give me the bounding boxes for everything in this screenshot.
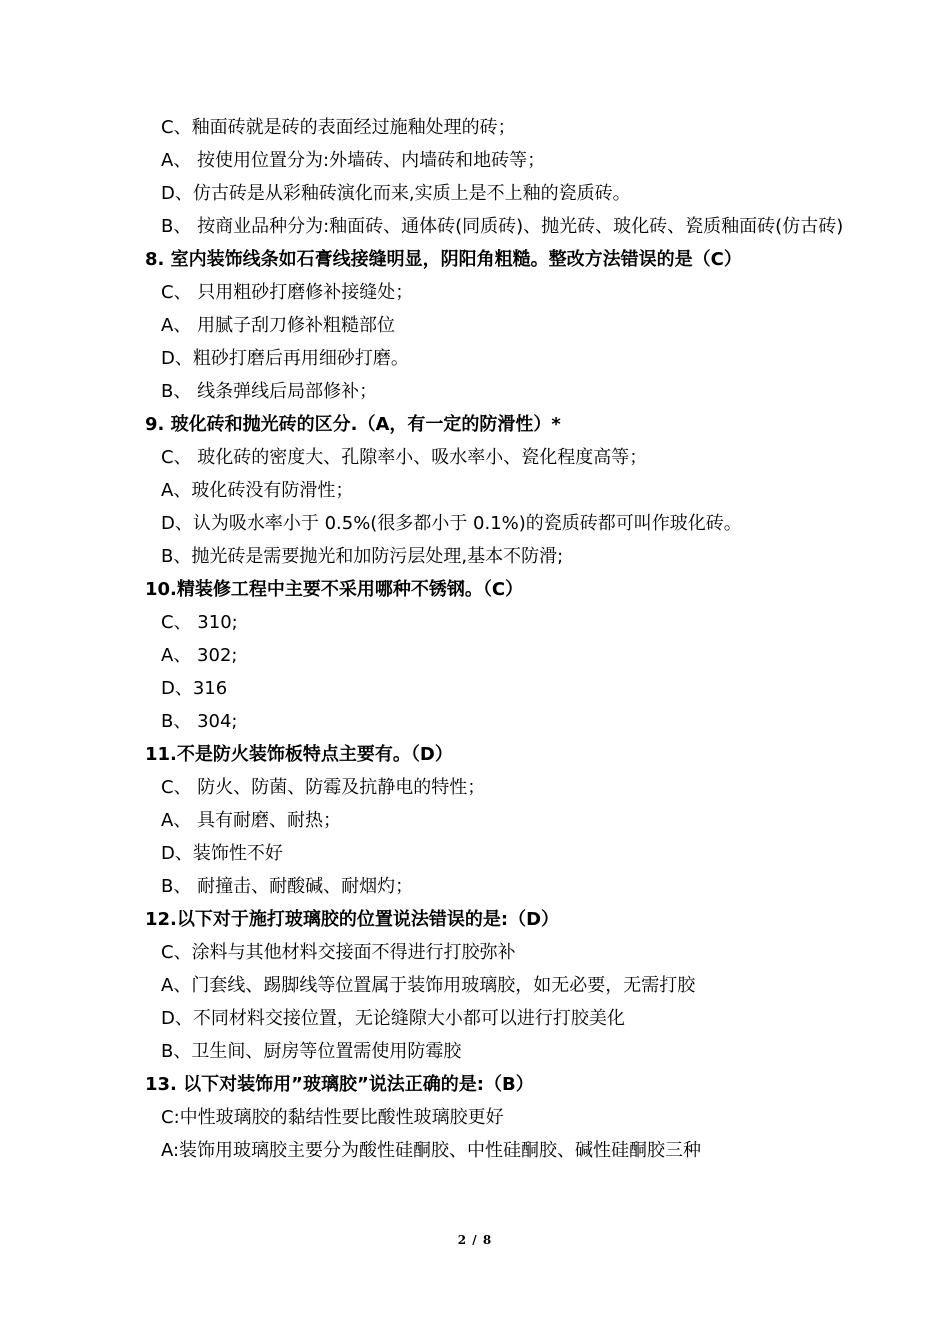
answer-option: B、 按商业品种分为:釉面砖、通体砖(同质砖)、抛光砖、玻化砖、瓷质釉面砖(仿古砖) xyxy=(161,216,844,237)
answer-option: D、仿古砖是从彩釉砖演化而来,实质上是不上釉的瓷质砖。 xyxy=(161,183,631,204)
answer-option: C、 防火、防菌、防霉及抗静电的特性； xyxy=(161,777,486,798)
answer-option: D、不同材料交接位置，无论缝隙大小都可以进行打胶美化 xyxy=(161,1008,625,1029)
answer-option: D、316 xyxy=(161,678,228,699)
answer-option: B、 耐撞击、耐酸碱、耐烟灼； xyxy=(161,876,414,897)
question-heading: 8. 室内装饰线条如石膏线接缝明显，阴阳角粗糙。整改方法错误的是（C） xyxy=(145,249,742,270)
question-heading: 11.不是防火装饰板特点主要有。（D） xyxy=(145,744,453,765)
question-heading: 9. 玻化砖和抛光砖的区分.（A，有一定的防滑性）* xyxy=(145,414,561,435)
answer-option: B、卫生间、厨房等位置需使用防霉胶 xyxy=(161,1041,462,1062)
answer-option: B、 304; xyxy=(161,711,238,732)
question-heading: 13. 以下对装饰用”玻璃胶”说法正确的是:（B） xyxy=(145,1074,534,1095)
page-content xyxy=(145,111,865,1167)
answer-option: A:装饰用玻璃胶主要分为酸性硅酮胶、中性硅酮胶、碱性硅酮胶三种 xyxy=(161,1140,702,1161)
answer-option: A、 302; xyxy=(161,645,238,666)
answer-option: C、 310; xyxy=(161,612,238,633)
answer-option: C:中性玻璃胶的黏结性要比酸性玻璃胶更好 xyxy=(161,1107,504,1128)
answer-option: A、 具有耐磨、耐热； xyxy=(161,810,342,831)
page-number: 2 / 8 xyxy=(457,1233,493,1247)
answer-option: B、 线条弹线后局部修补； xyxy=(161,381,378,402)
question-heading: 10.精装修工程中主要不采用哪种不锈钢。（C） xyxy=(145,579,524,600)
answer-option: C、 只用粗砂打磨修补接缝处； xyxy=(161,282,414,303)
answer-option: A、玻化砖没有防滑性； xyxy=(161,480,354,501)
answer-option: D、认为吸水率小于 0.5%(很多都小于 0.1%)的瓷质砖都可叫作玻化砖。 xyxy=(161,513,742,534)
answer-option: C、涂料与其他材料交接面不得进行打胶弥补 xyxy=(161,942,516,963)
answer-option: D、装饰性不好 xyxy=(161,843,283,864)
question-heading: 12.以下对于施打玻璃胶的位置说法错误的是:（D） xyxy=(145,909,560,930)
answer-option: C、 玻化砖的密度大、孔隙率小、吸水率小、瓷化程度高等； xyxy=(161,447,648,468)
answer-option: C、釉面砖就是砖的表面经过施釉处理的砖； xyxy=(161,117,516,138)
answer-option: B、抛光砖是需要抛光和加防污层处理,基本不防滑; xyxy=(161,546,564,567)
answer-option: A、 按使用位置分为:外墙砖、内墙砖和地砖等； xyxy=(161,150,546,171)
answer-option: D、粗砂打磨后再用细砂打磨。 xyxy=(161,348,409,369)
answer-option: A、 用腻子刮刀修补粗糙部位 xyxy=(161,315,396,336)
answer-option: A、门套线、踢脚线等位置属于装饰用玻璃胶，如无必要，无需打胶 xyxy=(161,975,696,996)
